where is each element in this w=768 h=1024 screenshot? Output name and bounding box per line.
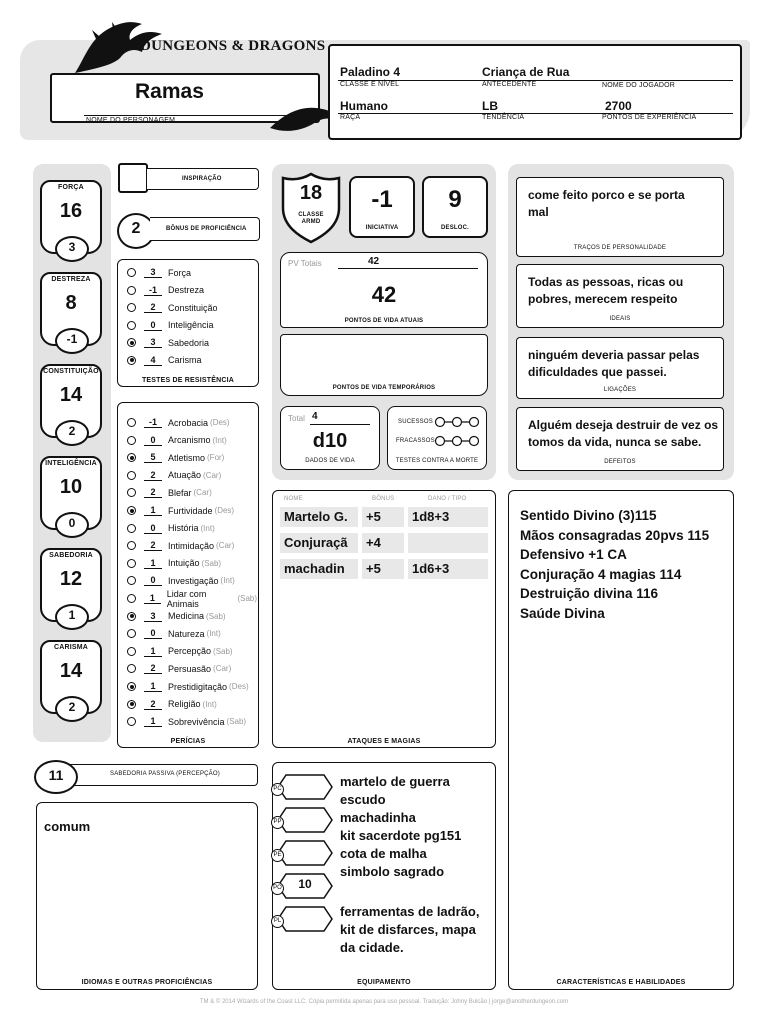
skill-value: 1: [144, 646, 162, 657]
saving-throw-value: 3: [144, 267, 162, 278]
hit-dice-total-label: Total: [288, 414, 305, 423]
skill-attribute: (Sab): [226, 717, 247, 727]
attacks-col-damage: DANO / TIPO: [428, 496, 467, 502]
attacks-box: [272, 490, 496, 748]
proficiency-circle[interactable]: [127, 594, 136, 603]
skill-value: 1: [144, 505, 162, 516]
feature-item: Sentido Divino (3)115: [520, 508, 657, 523]
footer-text: TM & © 2014 Wizards of the Coast LLC. Cópia permitida apenas para uso pessoal. Tradução: Johny Bulcão | jorge@anotherdungeon.com: [199, 999, 569, 1005]
class-level-label: CLASSE E NÍVEL: [340, 81, 400, 88]
successes-label: SUCESSOS: [398, 419, 433, 425]
xp-label: PONTOS DE EXPERIÊNCIA: [602, 114, 697, 121]
skill-row: [127, 713, 246, 730]
equipment-item: ferramentas de ladrão,: [340, 904, 480, 919]
attack-bonus[interactable]: +5: [362, 559, 404, 579]
proficiency-circle[interactable]: [127, 576, 136, 585]
background-label: ANTECEDENTE: [482, 81, 537, 88]
equipment-title: EQUIPAMENTO: [357, 979, 411, 986]
feature-item: Defensivo +1 CA: [520, 547, 627, 562]
saving-throw-value: -1: [144, 285, 162, 296]
death-saves-label: TESTES CONTRA A MORTE: [395, 458, 479, 464]
skill-name: Prestidigitação: [168, 681, 228, 692]
skill-name: Furtividade: [168, 505, 213, 516]
inspiration-box[interactable]: [118, 163, 148, 193]
ability-score: 14: [59, 384, 83, 406]
skill-attribute: (Int): [212, 435, 227, 445]
skill-name: Atletismo: [168, 452, 206, 463]
personality-text: dificuldades que passei.: [528, 365, 667, 379]
hp-current-value: 42: [371, 282, 397, 307]
attack-name[interactable]: Martelo G.: [280, 507, 358, 527]
feature-item: Conjuração 4 magias 114: [520, 566, 682, 582]
coin-label: PC: [271, 783, 284, 796]
header: [20, 18, 750, 148]
skill-name: Arcanismo: [168, 435, 211, 446]
inspiration-label: INSPIRAÇÃO: [182, 176, 222, 182]
saving-throw-value: 2: [144, 302, 162, 313]
skill-row: [127, 608, 226, 625]
skill-row: [127, 467, 221, 484]
equipment-list-b: [340, 903, 492, 957]
personality-label: LIGAÇÕES: [603, 387, 637, 393]
ability-modifier: -1: [55, 328, 89, 354]
personality-text: pobres, merecem respeito: [528, 292, 678, 306]
skill-row: [127, 696, 217, 713]
proficiency-circle[interactable]: [127, 541, 136, 550]
skill-name: Sobrevivência: [168, 716, 225, 727]
equipment-item: da cidade.: [340, 940, 404, 955]
equipment-item: kit de disfarces, mapa: [340, 922, 476, 937]
skill-attribute: (Sab): [201, 558, 222, 568]
proficiency-circle[interactable]: [127, 488, 136, 497]
skill-attribute: (Int): [220, 576, 235, 586]
hit-dice-label: DADOS DE VIDA: [305, 458, 355, 464]
ability-modifier: 0: [55, 512, 89, 538]
skill-row: [127, 572, 235, 589]
skill-attribute: (Des): [229, 682, 249, 691]
proficiency-circle[interactable]: [127, 356, 136, 365]
proficiency-circle[interactable]: [127, 524, 136, 533]
personality-text: Alguém deseja destruir de vez os: [528, 418, 719, 432]
ability-score: 8: [65, 292, 77, 314]
coin-slot[interactable]: [273, 806, 334, 834]
attack-damage[interactable]: 1d8+3: [408, 507, 488, 527]
saving-throw-value: 4: [144, 355, 162, 366]
proficiency-circle[interactable]: [127, 612, 136, 621]
speed-label: DESLOC.: [440, 225, 470, 231]
coin-slot[interactable]: [273, 872, 334, 900]
hp-max-value: 42: [368, 256, 380, 267]
alignment-label: TENDÊNCIA: [482, 114, 525, 121]
ability-name: FORÇA: [58, 184, 84, 191]
coin-label: PO: [271, 882, 284, 895]
skill-attribute: (For): [207, 453, 225, 463]
proficiency-circle[interactable]: [127, 453, 136, 462]
proficiency-circle[interactable]: [127, 717, 136, 726]
armor-class-label: CLASSE ARMD: [298, 212, 324, 225]
success-checkboxes-icon[interactable]: [434, 416, 480, 428]
ability-modifier: 2: [55, 420, 89, 446]
saving-throw-row: [127, 282, 204, 299]
attacks-title: ATAQUES E MAGIAS: [347, 738, 421, 745]
languages-text: comum: [44, 819, 91, 834]
character-name-label: NOME DO PERSONAGEM: [86, 117, 176, 124]
saving-throw-row: [127, 334, 209, 351]
hp-max-label: PV Totais: [288, 259, 322, 268]
attacks-col-name: NOME: [284, 496, 303, 502]
coin-label: PE: [271, 849, 284, 862]
skill-attribute: (Int): [206, 629, 221, 639]
temp-hp-label: PONTOS DE VIDA TEMPORÁRIOS: [332, 385, 436, 391]
skill-name: Medicina: [168, 611, 205, 622]
attack-bonus[interactable]: +4: [362, 533, 404, 553]
personality-text: mal: [528, 205, 549, 219]
proficiency-circle[interactable]: [127, 471, 136, 480]
saving-throw-value: 0: [144, 320, 162, 331]
skill-value: -1: [144, 417, 162, 428]
race-label: RAÇA: [340, 114, 361, 121]
skill-attribute: (Sab): [206, 611, 226, 621]
skill-attribute: (Car): [216, 541, 235, 551]
proficiency-circle[interactable]: [127, 664, 136, 673]
attack-name[interactable]: Conjuraçã: [280, 533, 358, 553]
feature-item: Saúde Divina: [520, 605, 605, 621]
failure-checkboxes-icon[interactable]: [434, 435, 480, 447]
skill-value: 0: [144, 435, 162, 446]
skill-name: Investigação: [168, 575, 219, 586]
saving-throw-name: Destreza: [168, 285, 205, 295]
attacks-col-bonus: BÔNUS: [372, 496, 395, 502]
personality-label: TRAÇOS DE PERSONALIDADE: [573, 245, 667, 251]
skill-attribute: (Car): [213, 664, 232, 674]
xp: 2700: [605, 99, 632, 113]
skill-value: 2: [144, 540, 162, 551]
saving-throw-row: [127, 317, 214, 334]
languages-title: IDIOMAS E OUTRAS PROFICIÊNCIAS: [81, 979, 213, 986]
skill-row: [127, 555, 221, 572]
proficiency-bonus-oval: 2: [117, 213, 155, 249]
skill-row: [127, 590, 257, 607]
saving-throw-name: Inteligência: [168, 320, 214, 330]
skill-row: [127, 625, 221, 642]
attack-name[interactable]: machadin: [280, 559, 358, 579]
proficiency-circle[interactable]: [127, 700, 136, 709]
hp-current-label: PONTOS DE VIDA ATUAIS: [344, 318, 424, 324]
skill-name: Persuasão: [168, 663, 212, 674]
proficiency-circle[interactable]: [127, 268, 136, 277]
skill-value: 2: [144, 699, 162, 710]
skill-value: 1: [144, 593, 161, 604]
proficiency-circle[interactable]: [127, 338, 136, 347]
alignment: LB: [482, 99, 498, 113]
hit-dice-value: d10: [312, 430, 348, 452]
attack-damage[interactable]: 1d6+3: [408, 559, 488, 579]
equipment-item: escudo: [340, 792, 386, 807]
ability-score: 16: [59, 200, 83, 222]
saving-throw-name: Carisma: [168, 355, 202, 365]
skill-name: Natureza: [168, 628, 205, 639]
skill-row: [127, 484, 212, 501]
saving-throw-name: Constituição: [168, 302, 218, 313]
ability-name: CARISMA: [53, 644, 89, 651]
skill-value: 3: [144, 611, 162, 622]
skill-name: Acrobacia: [168, 417, 209, 428]
attack-bonus[interactable]: +5: [362, 507, 404, 527]
skill-value: 0: [144, 575, 162, 586]
skill-attribute: (Car): [203, 470, 222, 480]
skill-row: [127, 414, 230, 431]
skill-attribute: (Int): [202, 699, 217, 709]
skill-row: [127, 678, 249, 695]
saving-throw-name: Força: [168, 267, 192, 278]
skill-row: [127, 537, 234, 554]
skill-name: História: [168, 523, 199, 534]
skill-name: Intuição: [168, 558, 200, 569]
skill-value: 2: [144, 487, 162, 498]
features-title: CARACTERÍSTICAS E HABILIDADES: [556, 979, 686, 986]
equipment-item: kit sacerdote pg151: [340, 828, 462, 843]
ability-modifier: 1: [55, 604, 89, 630]
coin-label: PL: [271, 915, 284, 928]
skill-value: 1: [144, 716, 162, 727]
personality-text: come feito porco e se porta: [528, 188, 685, 202]
skill-name: Religião: [168, 699, 201, 710]
skill-attribute: (Des): [210, 418, 230, 427]
personality-text: ninguém deveria passar pelas: [528, 348, 700, 362]
saving-throw-row: [127, 299, 218, 316]
proficiency-circle[interactable]: [127, 682, 136, 691]
skill-name: Percepção: [168, 646, 212, 657]
saving-throws-list: [127, 264, 257, 374]
ability-score: 14: [59, 660, 83, 682]
skill-value: 0: [144, 628, 162, 639]
coin-slot[interactable]: [273, 905, 334, 933]
armor-class-value: 18: [299, 182, 323, 204]
proficiency-circle[interactable]: [127, 436, 136, 445]
ability-name: DESTREZA: [51, 276, 91, 283]
proficiency-circle[interactable]: [127, 286, 136, 295]
proficiency-circle[interactable]: [127, 629, 136, 638]
skill-value: 2: [144, 663, 162, 674]
coin-label: PP: [271, 816, 284, 829]
feature-item: Destruição divina 116: [520, 586, 659, 601]
feature-item: Mãos consagradas 20pvs 115: [520, 527, 710, 543]
proficiency-circle[interactable]: [127, 321, 136, 330]
ability-name: INTELIGÊNCIA: [45, 460, 97, 467]
equipment-item: cota de malha: [340, 846, 427, 861]
passive-perception-label: SABEDORIA PASSIVA (PERCEPÇÃO): [110, 771, 220, 777]
skill-attribute: (Sab): [213, 646, 233, 656]
skill-row: [127, 502, 234, 519]
ability-modifier: 2: [55, 696, 89, 722]
skill-attribute: (Car): [193, 488, 212, 498]
ability-name: SABEDORIA: [49, 552, 93, 559]
ability-score: 12: [59, 568, 83, 590]
proficiency-circle[interactable]: [127, 506, 136, 515]
equipment-item: machadinha: [340, 810, 416, 825]
skill-name: Lidar com Animais: [166, 588, 207, 609]
passive-perception-oval: 11: [34, 760, 78, 794]
proficiency-circle[interactable]: [127, 647, 136, 656]
skill-name: Intimidação: [168, 540, 215, 551]
skill-attribute: (Des): [214, 506, 235, 515]
player-name-label: NOME DO JOGADOR: [602, 82, 676, 89]
initiative-value: -1: [371, 186, 393, 213]
background: Criança de Rua: [482, 65, 570, 79]
skill-attribute: (Sab): [237, 594, 257, 603]
saving-throw-name: Sabedoria: [168, 337, 210, 348]
skill-value: 1: [144, 681, 162, 692]
skill-value: 2: [144, 470, 162, 481]
equipment-item: martelo de guerra: [340, 774, 450, 789]
skill-row: [127, 432, 227, 449]
proficiency-circle[interactable]: [127, 418, 136, 427]
ability-modifier: 3: [55, 236, 89, 262]
skill-value: 5: [144, 452, 162, 463]
proficiency-circle[interactable]: [127, 559, 136, 568]
proficiency-label: BÔNUS DE PROFICIÊNCIA: [166, 226, 247, 232]
logo-text: DUNGEONS & DRAGONS: [140, 38, 326, 54]
saving-throw-row: [127, 264, 191, 281]
skill-value: 0: [144, 523, 162, 534]
skill-row: [127, 449, 224, 466]
saving-throw-value: 3: [144, 337, 162, 348]
saving-throw-row: [127, 352, 202, 369]
skill-row: [127, 643, 233, 660]
personality-label: DEFEITOS: [604, 459, 636, 465]
saving-throws-title: TESTES DE RESISTÊNCIA: [141, 377, 235, 384]
coin-slot[interactable]: [273, 773, 334, 801]
skills-title: PERÍCIAS: [170, 738, 206, 745]
features-list: [520, 506, 732, 623]
personality-text: tomos da vida, nunca se sabe.: [528, 435, 702, 449]
personality-text: Todas as pessoas, ricas ou: [528, 275, 684, 289]
skills-list: [127, 414, 257, 734]
character-name: Ramas: [135, 80, 204, 103]
personality-label: IDEAIS: [609, 316, 631, 322]
skill-value: 1: [144, 558, 162, 569]
failures-label: FRACASSOS: [396, 438, 435, 444]
skill-row: [127, 660, 231, 677]
hit-dice-total-value: 4: [312, 411, 318, 422]
equipment-item: simbolo sagrado: [340, 864, 445, 879]
class-level: Paladino 4: [340, 65, 401, 79]
skill-name: Blefar: [168, 487, 192, 498]
proficiency-circle[interactable]: [127, 303, 136, 312]
skill-name: Atuação: [168, 470, 202, 481]
initiative-label: INICIATIVA: [365, 225, 399, 231]
equipment-list-a: [340, 773, 492, 881]
race: Humano: [340, 99, 388, 113]
skill-row: [127, 520, 215, 537]
coin-value: 10: [298, 877, 312, 891]
coin-slot[interactable]: [273, 839, 334, 867]
info-box: [328, 44, 742, 140]
attack-damage[interactable]: [408, 533, 488, 553]
speed-value: 9: [448, 186, 462, 213]
skill-attribute: (Int): [200, 523, 215, 533]
ability-score: 10: [59, 476, 83, 498]
ability-name: CONSTITUIÇÃO: [43, 368, 99, 375]
